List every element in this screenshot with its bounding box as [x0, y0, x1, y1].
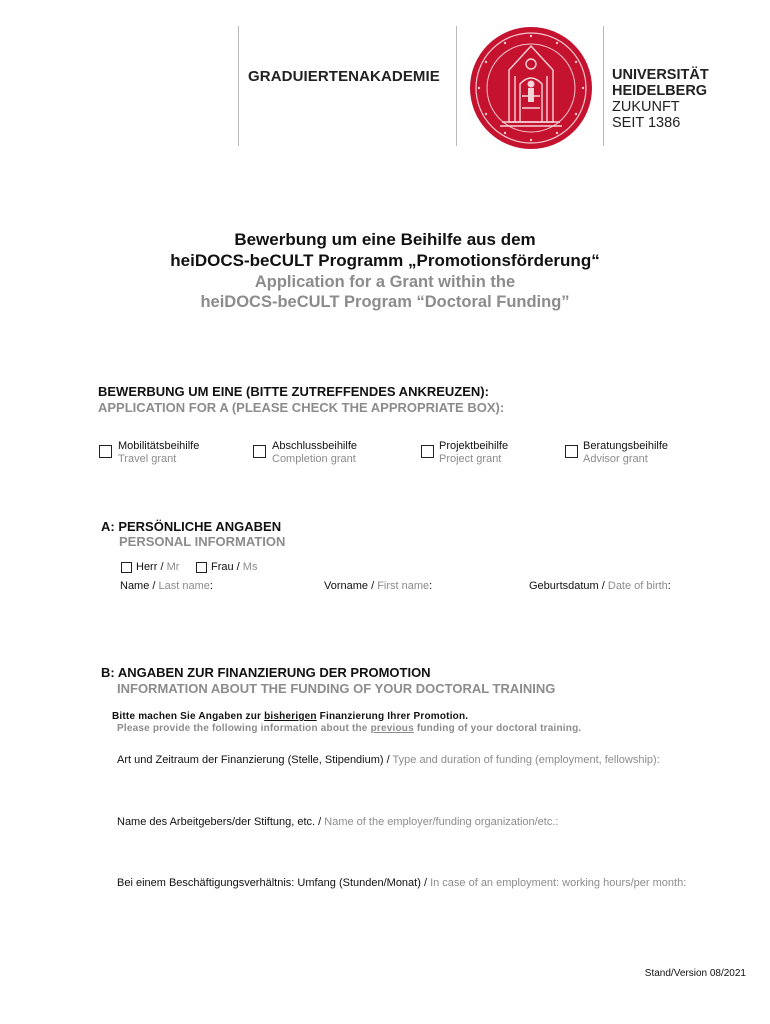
option-label-de: Abschlussbeihilfe — [272, 440, 357, 452]
salutation-label-de: Herr / — [136, 561, 167, 573]
option-label-en: Advisor grant — [583, 453, 648, 465]
title-de-line-1: Bewerbung um eine Beihilfe aus dem — [234, 230, 536, 249]
university-line-2: HEIDELBERG — [612, 83, 708, 99]
tagline-line-1: ZUKUNFT — [612, 99, 680, 115]
field-label-colon: : — [209, 580, 213, 592]
option-label-de: Beratungsbeihilfe — [583, 440, 669, 452]
note-text: Please provide the following information about the — [117, 723, 371, 734]
checkbox-travel-grant[interactable] — [99, 445, 112, 458]
title-en-line-1: Application for a Grant within the — [254, 273, 516, 291]
field-date-of-birth[interactable] — [529, 580, 671, 592]
field-label-de: Geburtsdatum / — [529, 580, 608, 592]
title-en-line-2: heiDOCS-beCULT Program “Doctoral Funding” — [200, 293, 570, 311]
document-title-de — [0, 229, 770, 271]
tagline-line-2: SEIT 1386 — [612, 115, 681, 131]
option-label-en: Project grant — [439, 453, 502, 465]
university-seal-icon — [462, 26, 600, 155]
note-emphasis: previous — [370, 723, 414, 734]
option-advisor-grant — [583, 440, 668, 466]
field-label-de: Name des Arbeitgebers/der Stiftung, etc. / — [117, 816, 325, 828]
application-heading-en: APPLICATION FOR A (PLEASE CHECK THE APPROPRIATE BOX): — [98, 400, 505, 415]
document-title-en — [0, 272, 770, 312]
checkbox-ms[interactable] — [196, 562, 207, 573]
university-logo-text — [612, 67, 709, 131]
field-label-de: Name / — [120, 580, 159, 592]
note-text: Bitte machen Sie Angaben zur — [112, 711, 265, 722]
field-label-colon: : — [667, 580, 671, 592]
salutation-mr — [136, 561, 179, 573]
field-first-name[interactable] — [324, 580, 432, 592]
field-label-en: Last name — [158, 580, 210, 592]
field-label-de: Art und Zeitraum der Finanzierung (Stelle, Stipendium) / — [117, 754, 393, 766]
field-funding-type[interactable] — [117, 754, 660, 766]
salutation-ms — [211, 561, 257, 573]
salutation-label-en: Ms — [242, 561, 258, 573]
field-label-de: Vorname / — [324, 580, 378, 592]
option-completion-grant — [272, 440, 357, 466]
university-line-1: UNIVERSITÄT — [612, 67, 709, 83]
option-project-grant — [439, 440, 508, 466]
field-label-colon: : — [429, 580, 433, 592]
institution-name: GRADUIERTENAKADEMIE — [248, 68, 440, 85]
field-label-en: In case of an employment: working hours/per month: — [430, 877, 687, 889]
option-label-de: Mobilitätsbeihilfe — [118, 440, 200, 452]
version-label: Stand/Version 08/2021 — [644, 968, 746, 979]
checkbox-mr[interactable] — [121, 562, 132, 573]
field-label-en: Date of birth — [607, 580, 668, 592]
note-text: funding of your doctoral training. — [413, 723, 582, 734]
divider-middle — [456, 26, 457, 146]
salutation-label-en: Mr — [166, 561, 180, 573]
option-travel-grant — [118, 440, 199, 466]
option-label-en: Travel grant — [118, 453, 177, 465]
funding-note-de — [112, 711, 468, 722]
field-label-en: Name of the employer/funding organization/etc.: — [324, 816, 559, 828]
checkbox-advisor-grant[interactable] — [565, 445, 578, 458]
option-label-de: Projektbeihilfe — [439, 440, 509, 452]
salutation-label-de: Frau / — [211, 561, 243, 573]
field-label-de: Bei einem Beschäftigungsverhältnis: Umfang (Stunden/Monat) / — [117, 877, 431, 889]
section-b-heading-de: B: ANGABEN ZUR FINANZIERUNG DER PROMOTION — [101, 665, 431, 680]
note-emphasis: bisherigen — [264, 711, 317, 722]
divider-right — [603, 26, 604, 146]
field-last-name[interactable] — [120, 580, 213, 592]
checkbox-completion-grant[interactable] — [253, 445, 266, 458]
section-b-heading-en: INFORMATION ABOUT THE FUNDING OF YOUR DOCTORAL TRAINING — [117, 681, 556, 696]
note-text: Finanzierung Ihrer Promotion. — [316, 711, 469, 722]
field-label-en: Type and duration of funding (employment, fellowship): — [392, 754, 660, 766]
field-working-hours[interactable] — [117, 877, 686, 889]
section-a-heading-de: A: PERSÖNLICHE ANGABEN — [101, 519, 282, 534]
divider-left — [238, 26, 239, 146]
section-a-heading-en: PERSONAL INFORMATION — [119, 534, 286, 549]
funding-note-en — [117, 723, 581, 734]
field-label-en: First name — [377, 580, 430, 592]
option-label-en: Completion grant — [272, 453, 356, 465]
application-heading-de: BEWERBUNG UM EINE (BITTE ZUTREFFENDES ANKREUZEN): — [98, 384, 489, 399]
field-employer-name[interactable] — [117, 816, 558, 828]
checkbox-project-grant[interactable] — [421, 445, 434, 458]
title-de-line-2: heiDOCS-beCULT Programm „Promotionsförderung“ — [170, 251, 600, 270]
